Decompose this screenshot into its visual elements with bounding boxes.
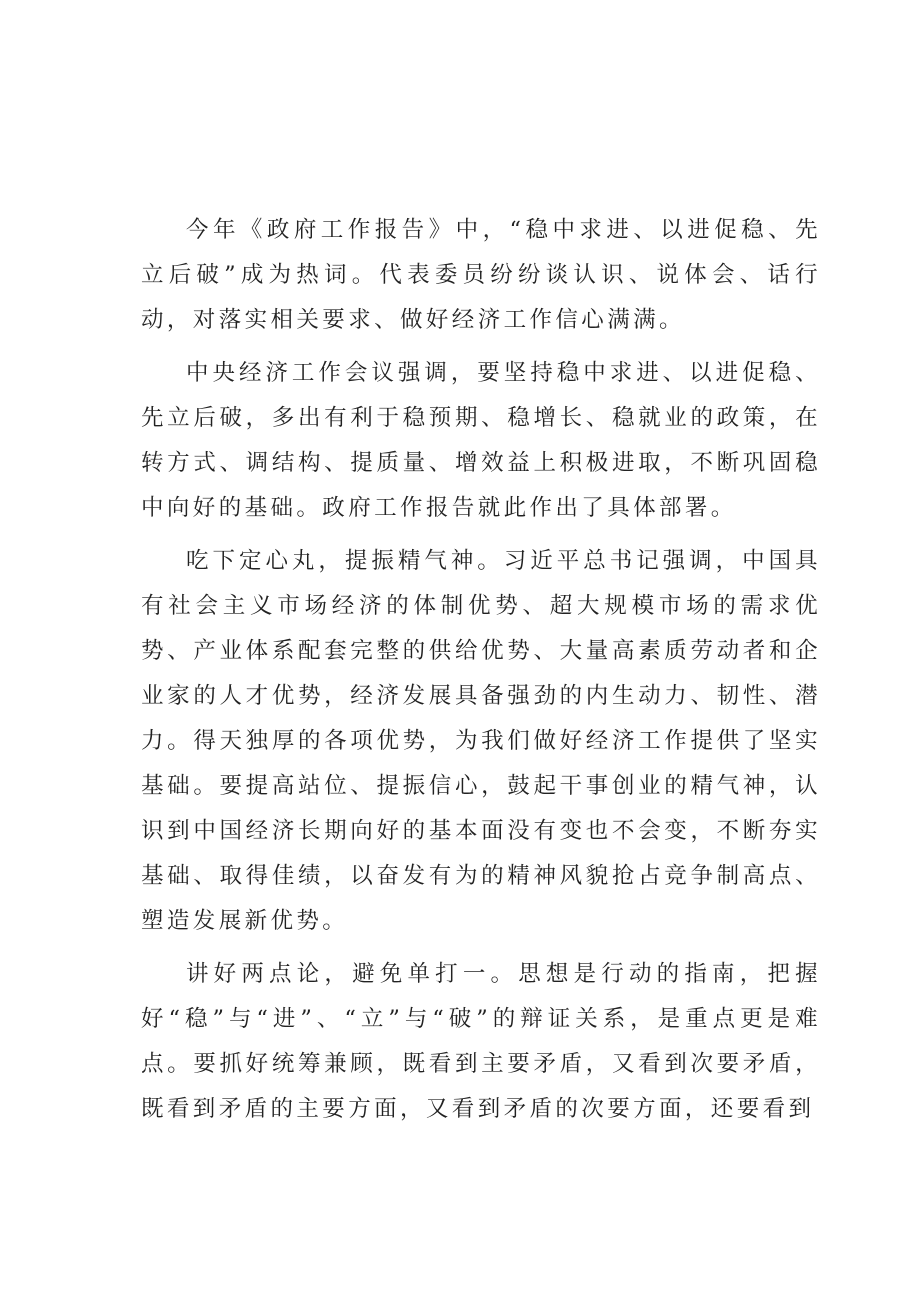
- paragraph-2: 中央经济工作会议强调，要坚持稳中求进、以进促稳、先立后破，多出有利于稳预期、稳增长、稳就业的政策，在转方式、调结构、提质量、增效益上积极进取，不断巩固稳中向好的基础。政府工作报告就此作出了具体部署。: [141, 360, 821, 521]
- paragraph-3: 吃下定心丸，提振精气神。习近平总书记强调，中国具有社会主义市场经济的体制优势、超大规模市场的需求优势、产业体系配套完整的供给优势、大量高素质劳动者和企业家的人才优势，经济发展具备强劲的内生动力、韧性、潜力。得天独厚的各项优势，为我们做好经济工作提供了坚实基础。要提高站位、提振信心，鼓起干事创业的精气神，认识到中国经济长期向好的基本面没有变也不会变，不断夯实基础、取得佳绩，以奋发有为的精神风貌抢占竞争制高点、塑造发展新优势。: [141, 548, 821, 934]
- paragraph-4: 讲好两点论，避免单打一。思想是行动的指南，把握好“稳”与“进”、“立”与“破”的辩证关系，是重点更是难点。要抓好统筹兼顾，既看到主要矛盾，又看到次要矛盾，既看到矛盾的主要方面，又看到矛盾的次要方面，还要看到: [141, 961, 821, 1122]
- document-body: [141, 208, 821, 1132]
- paragraph-1: 今年《政府工作报告》中，“稳中求进、以进促稳、先立后破”成为热词。代表委员纷纷谈认识、说体会、话行动，对落实相关要求、做好经济工作信心满满。: [141, 217, 821, 333]
